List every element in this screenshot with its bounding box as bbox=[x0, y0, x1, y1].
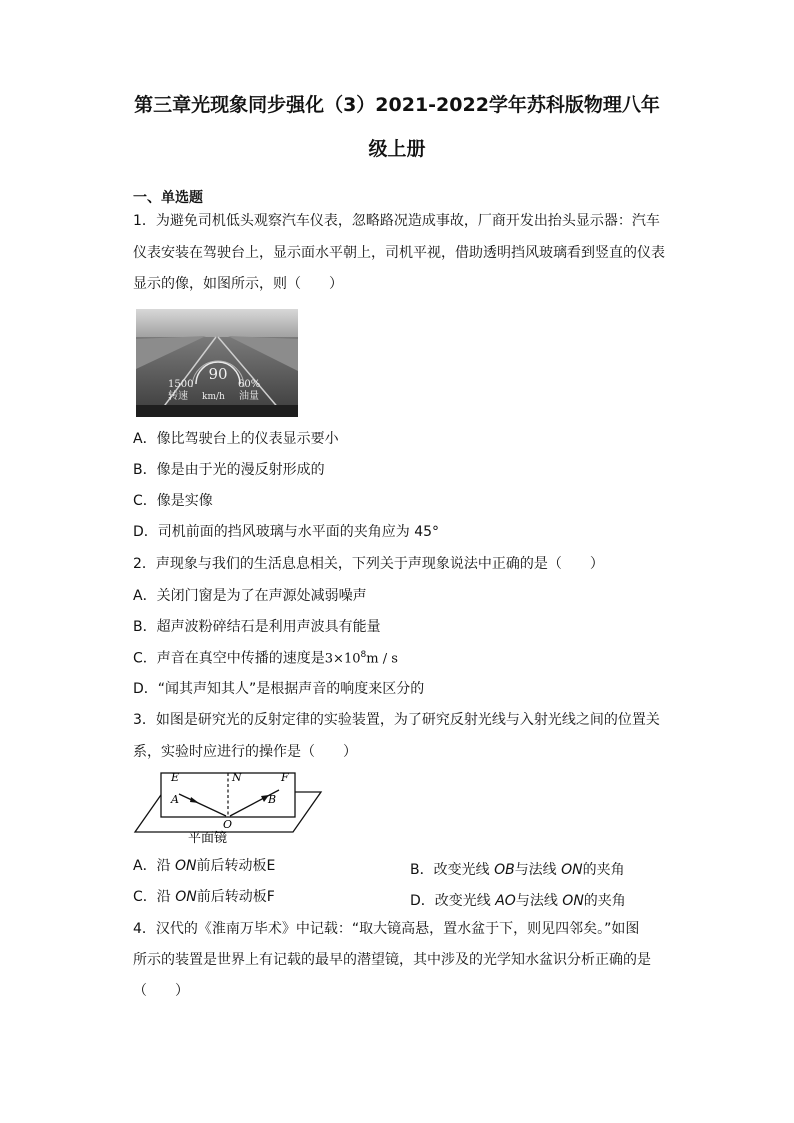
q2-option-d: D．“闻其声知其人”是根据声音的响度来区分的 bbox=[133, 681, 425, 697]
svg-text:B: B bbox=[268, 793, 277, 806]
svg-text:A: A bbox=[171, 793, 179, 806]
page-title-line2: 级上册 bbox=[368, 138, 426, 160]
section-heading: 一、单选题 bbox=[133, 190, 203, 206]
q4-stem-line3: （ ） bbox=[133, 983, 189, 999]
page-title-line1: 第三章光现象同步强化（3）2021-2022学年苏科版物理八年 bbox=[134, 94, 660, 116]
q1-stem-line2: 仪表安装在驾驶台上，显示面水平朝上，司机平视，借助透明挡风玻璃看到竖直的仪表 bbox=[133, 245, 665, 261]
q2-option-a: A．关闭门窗是为了在声源处减弱噪声 bbox=[133, 588, 367, 604]
q1-option-a: A．像比驾驶台上的仪表显示要小 bbox=[133, 431, 339, 447]
hud-rpm-label: 转速 bbox=[168, 391, 188, 402]
q3-option-b: B．改变光线 OB与法线 ON的夹角 bbox=[410, 862, 625, 878]
q4-stem-line2: 所示的装置是世界上有记载的最早的潜望镜，其中涉及的光学知水盆识分析正确的是 bbox=[133, 952, 651, 968]
hud-rpm: 1500 bbox=[168, 379, 194, 390]
svg-text:F: F bbox=[281, 771, 289, 784]
q3-option-a: A．沿 ON前后转动板E bbox=[133, 858, 276, 874]
reflection-diagram bbox=[133, 770, 325, 852]
q1-option-d: D．司机前面的挡风玻璃与水平面的夹角应为 45° bbox=[133, 524, 440, 540]
hud-fuel: 60% bbox=[238, 379, 261, 390]
q1-option-b: B．像是由于光的漫反射形成的 bbox=[133, 462, 325, 478]
svg-text:O: O bbox=[223, 818, 233, 831]
q2-option-b: B．超声波粉碎结石是利用声波具有能量 bbox=[133, 619, 381, 635]
q1-option-c: C．像是实像 bbox=[133, 493, 213, 509]
q3-stem-line1: 3．如图是研究光的反射定律的实验装置，为了研究反射光线与入射光线之间的位置关 bbox=[133, 712, 660, 728]
q1-stem-line3: 显示的像，如图所示，则（ ） bbox=[133, 276, 343, 292]
q3-stem-line2: 系，实验时应进行的操作是（ ） bbox=[133, 744, 357, 760]
q3-option-d: D．改变光线 AO与法线 ON的夹角 bbox=[410, 893, 626, 909]
q2-option-c: C．声音在真空中传播的速度是$3\times 10^8m / s$ bbox=[133, 650, 398, 667]
q4-stem-line1: 4．汉代的《淮南万毕术》中记载：“取大镜高悬，置水盆于下，则见四邻矣。”如图 bbox=[133, 921, 640, 937]
hud-unit: km/h bbox=[202, 392, 225, 402]
q2-stem: 2．声现象与我们的生活息息相关，下列关于声现象说法中正确的是（ ） bbox=[133, 556, 604, 572]
hud-fuel-label: 油量 bbox=[239, 391, 259, 402]
hud-speed: 90 bbox=[208, 365, 228, 383]
svg-text:N: N bbox=[232, 771, 242, 784]
svg-text:平面镜: 平面镜 bbox=[188, 831, 228, 846]
q3-option-c: C．沿 ON前后转动板F bbox=[133, 889, 275, 905]
svg-text:E: E bbox=[171, 771, 180, 784]
hud-photo bbox=[136, 309, 298, 417]
q1-stem-line1: 1．为避免司机低头观察汽车仪表，忽略路况造成事故，厂商开发出抬头显示器：汽车 bbox=[133, 213, 660, 229]
